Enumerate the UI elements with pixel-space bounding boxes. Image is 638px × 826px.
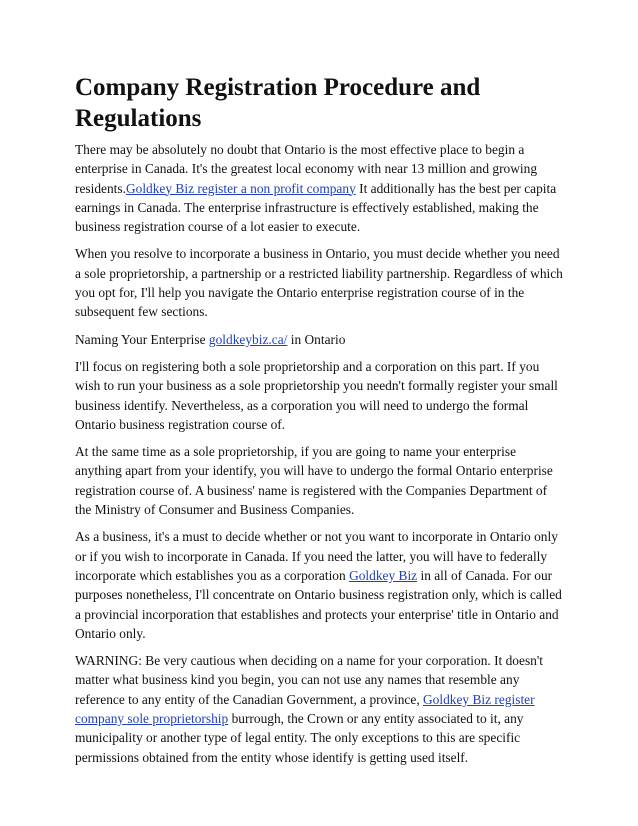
paragraph-text: WARNING: Be very cautious when deciding on a name for your corporation. It doesn't matter what business kind you begin, you can not use any names that resemble any reference to any entity of the Canadian Government, a province,: [75, 653, 543, 707]
link-register-sole-proprietorship[interactable]: Goldkey Biz register company sole proprietorship: [75, 691, 535, 727]
link-goldkey-biz[interactable]: Goldkey Biz: [349, 567, 418, 583]
link-goldkeybiz-site[interactable]: goldkeybiz.ca/: [208, 331, 288, 347]
page-title: Company Registration Procedure and Regulations: [75, 74, 481, 132]
link-register-non-profit[interactable]: Goldkey Biz register a non profit company: [125, 180, 356, 196]
paragraph-intro: [75, 140, 565, 236]
paragraph-text: Naming Your Enterprise: [75, 331, 209, 347]
paragraph-warning: [75, 651, 565, 767]
paragraph-text: in Ontario: [287, 331, 346, 347]
document-page: [75, 72, 565, 775]
paragraph-decide-structure: When you resolve to incorporate a business in Ontario, you must decide whether you need a sole proprietorship, a partnership or a restricted liability partnership. Regardless of which you opt for, I'll help you navigate the Ontario enterprise registration course of in the subsequent few sections.: [75, 246, 563, 320]
paragraph-text: It additionally has the best per capita earnings in Canada. The enterprise infrastructure is effectively established, making the business registration course of a lot easier to execute.: [75, 180, 557, 235]
paragraph-text: burrough, the Crown or any entity associated to it, any municipality or another type of legal entity. The only exceptions to this are specific permissions obtained from the entity whose identify is getting used itself.: [75, 711, 524, 765]
paragraph-sole-proprietorship: I'll focus on registering both a sole proprietorship and a corporation on this part. If you wish to run your business as a sole proprietorship you needn't formally register your small business identify. Nevertheless, as a corporation you will need to undergo the formal Ontario business registration course of.: [75, 358, 558, 432]
paragraph-text: There may be absolutely no doubt that Ontario is the most effective place to begin a enterprise in Canada. It's the greatest local economy with near 13 million and growing residents.: [75, 142, 538, 196]
paragraph-naming-heading: [75, 330, 565, 349]
paragraph-text: in all of Canada. For our purposes nonetheless, I'll concentrate on Ontario business registration only, which is called a provincial incorporation that establishes and protects your enterprise' title in Ontario and Ontario only.: [75, 567, 562, 641]
paragraph-text: As a business, it's a must to decide whether or not you want to incorporate in Ontario only or if you wish to incorporate in Canada. If you need the latter, you will have to federally incorporate which establishes you as a corporation: [75, 529, 558, 583]
paragraph-incorporation: [75, 527, 565, 643]
paragraph-name-registration: At the same time as a sole proprietorship, if you are going to name your enterprise anything apart from your identify, you will have to undergo the formal Ontario enterprise registration course of. A business' name is registered with the Companies Department of the Ministry of Consumer and Business Companies.: [75, 444, 553, 518]
